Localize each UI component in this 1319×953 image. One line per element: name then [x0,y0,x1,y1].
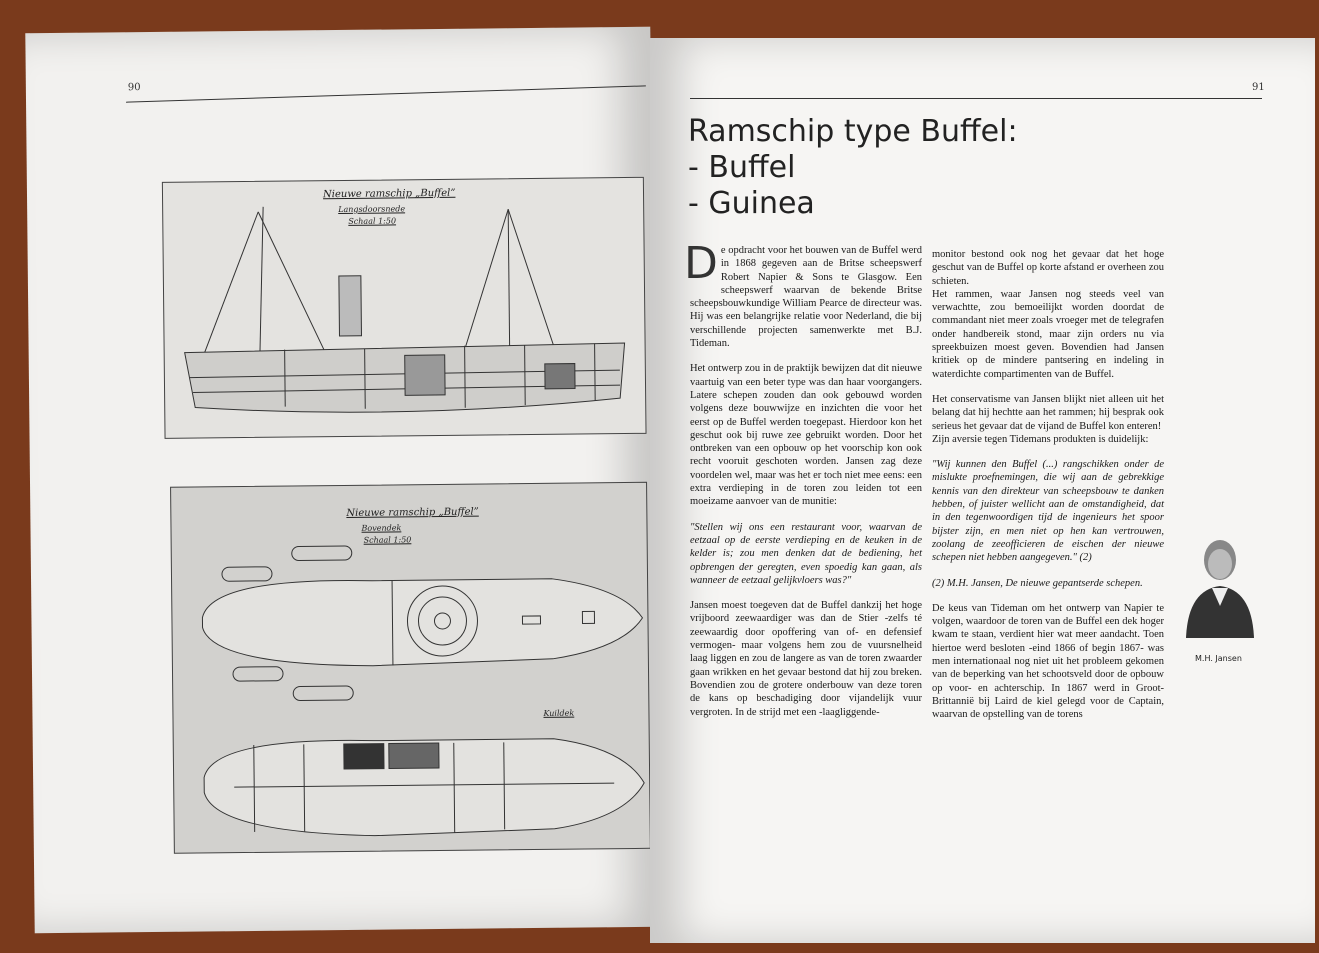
figure-bottom-view2: Kuildek [543,708,575,718]
header-rule-left [126,85,646,102]
text-column-2 [932,248,1164,722]
header-rule-right [690,98,1262,99]
col1-paragraph-2: Het ontwerp zou in de praktijk bewijzen dat dit nieuwe vaartuig van een beter type was dan haar voorgangers. Latere schepen zouden dan ook gebouwd worden volgens deze bouwwijze en inzichten die voor het eerst op de Buffel werden toegepast. Hierdoor kon het geschut ook bij ruwe zee gebruikt worden. Door het ontbreken van een opbouw op het voorschip kon ook recht vooruit geschoten worden. Jansen zag deze voordelen wel, maar was het er toch niet mee eens: een extra verdieping in de toren zou leiden tot een moeizame aanvoer van de munitie: [690,363,922,508]
col2-footnote: (2) M.H. Jansen, De nieuwe gepantserde schepen. [932,577,1143,589]
col1-paragraph-3: Jansen moest toegeven dat de Buffel dankzij het hoge vrijboord zeewaardiger was dan de Stier -zelfs té zeewaardig door opoffering van of- en defensief vermogen- maar volgens hem zou de vuursnelheid laag liggen en zou de langere as van de toren zwaarder gaan wrikken en het gevaar bestond dat hij zou breken. Bovendien zou de grotere onderbouw van deze toren de kans op beschadiging door vijandelijk vuur vergroten. In de strijd met een -laagliggende- [690,600,922,718]
title-line-3: - Guinea [688,186,815,221]
col1-paragraph-1: e opdracht voor het bouwen van de Buffel werd in 1868 gegeven aan de Britse scheepswerf Robert Napier & Sons te Glasgow. Een scheepswerf waarvan de bekende Britse scheepsbouwkundige William Pearce de directeur was. Hij was een belangrijke relatie voor Nederland, die bij verschillende projecten samenwerkte met B.J. Tideman. [690,245,922,350]
page-number-right: 91 [1252,82,1265,93]
figure-bottom-scale: Schaal 1:50 [363,535,412,545]
col1-quote: "Stellen wij ons een restaurant voor, waarvan de eetzaal op de eerste verdieping en de keuken in de kelder is; zou men denken dat de bediening, het opbrengen der geregten, even spoedig kan gaan, als wanneer de eetzaal gelijkvloers was?" [690,521,922,586]
col2-quote: "Wij kunnen den Buffel (...) rangschikken onder de mislukte proefnemingen, die wij aan de gebrekkige kennis van den direkteur van scheepsbouw te danken hebben, of juister wellicht aan de omstandigheid, dat in den tegenwoordigen tijd de ingenieurs het spoor bijster zijn, en men niet op hen kan vertrouwen, zoolang de zeeofficieren de eischen der nieuwe schepen niet hebben aangegeven." (2) [932,459,1164,564]
deck-plan-drawing [171,483,650,853]
figure-top-title: Nieuwe ramschip „Buffel” [322,187,456,201]
ship-longitudinal-section-figure [162,177,647,439]
col2-paragraph-2: Het rammen, waar Jansen nog steeds veel van verwachtte, zou bemoeilijkt worden doordat de commandant niet meer zoals vroeger met de telegrafen onder handbereik stond, maar zijn orders nu via spreekbuizen moest geven. Bovendien had Jansen kritiek op de mindere pantsering en indeling in waterdichte compartimenten van de Buffel. [932,288,1164,380]
portrait-caption: M.H. Jansen [1195,654,1242,663]
col2-paragraph-3: Het conservatisme van Jansen blijkt niet alleen uit het belang dat hij hechtte aan het rammen; hij besprak ook serieus het gevaar dat de vijand de Buffel kon enteren! [932,393,1164,432]
page-number-left: 90 [127,82,141,94]
left-page [25,27,659,933]
figure-bottom-title: Nieuwe ramschip „Buffel” [346,506,479,519]
dropcap: D [684,238,718,289]
portrait-image [1178,528,1262,638]
ship-deck-plan-figure [170,482,651,854]
right-page [650,38,1315,943]
title-line-2: - Buffel [688,150,796,185]
figure-top-view: Langsdoorsnede [338,204,406,215]
chapter-title [688,114,1018,222]
figure-bottom-view: Bovendek [361,523,402,533]
text-column-1 [684,238,922,719]
col2-paragraph-4: Zijn aversie tegen Tidemans produkten is duidelijk: [932,433,1149,445]
col2-paragraph-5: De keus van Tideman om het ontwerp van Napier te volgen, waardoor de toren van de Buffel een dek hoger kwam te staan, verdient hier wat meer aandacht. Toen hiertoe werd besloten -eind 1866 of begin 1867- was men internationaal nog niet uit het probleem gekomen van de beperking van het schootsveld door de opbouw op voor- en achterschip. In 1867 werd in Groot-Brittannië bij Laird de kiel gelegd voor de Captain, waarvan de opstelling van de torens [932,602,1164,721]
col2-paragraph-1: monitor bestond ook nog het gevaar dat het hoge geschut van de Buffel op korte afstand er overheen zou schieten. [932,249,1164,287]
figure-top-scale: Schaal 1:50 [348,216,397,226]
title-line-1: Ramschip type Buffel: [688,114,1018,149]
ship-section-drawing [163,178,646,438]
